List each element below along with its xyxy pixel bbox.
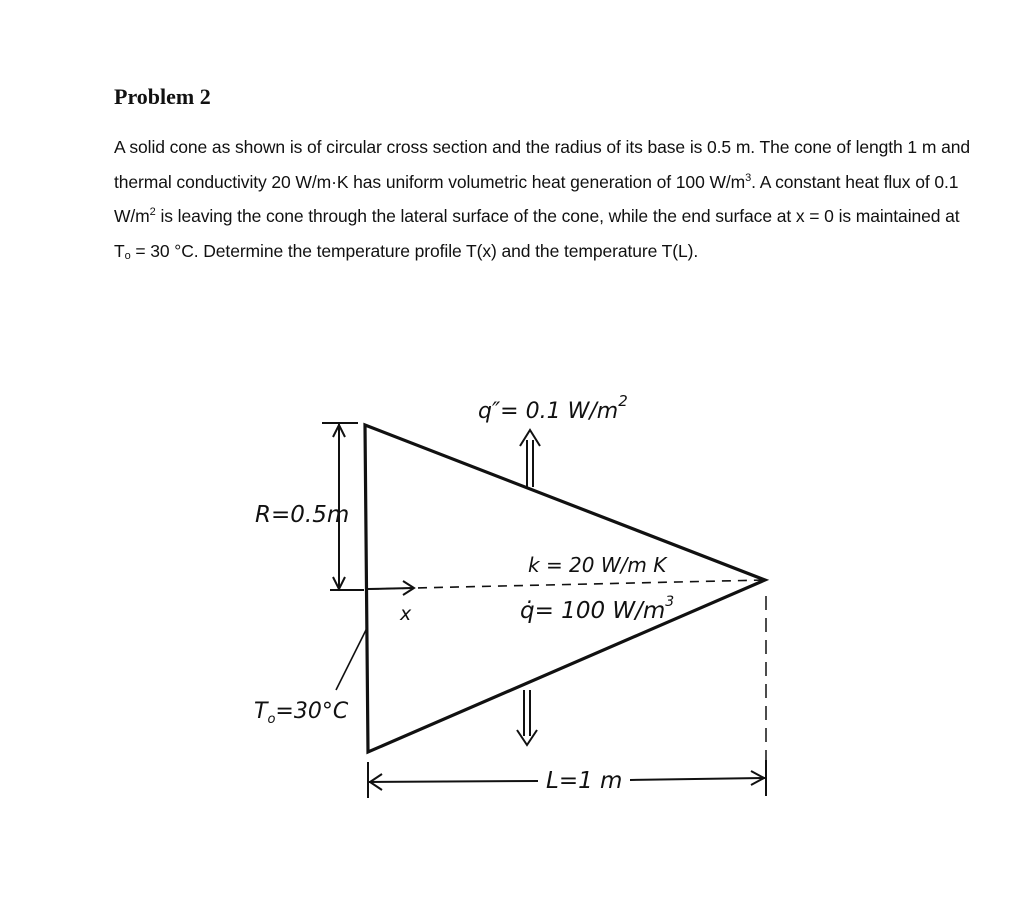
statement-part-4: = 30 °C. Determine the temperature profile T(x) and the temperature T(L). <box>130 240 699 261</box>
statement-part-1: A solid cone as shown is of circular cross section and the radius of its base is 0.5 m. The cone of length 1 m and thermal conductivity 20 W/m·K has uniform volumetric heat generation of 100 W/m <box>114 137 970 192</box>
x-axis-label: x <box>400 603 412 625</box>
length-label: L=1 m <box>546 768 623 794</box>
heat-flux-exponent: 2 <box>618 392 628 410</box>
heat-flux-arrow-up <box>520 430 540 487</box>
heat-flux-text: q″= 0.1 W/m <box>478 399 619 424</box>
temperature-leader-line <box>336 628 367 690</box>
statement-part-3: is leaving the cone through the lateral surface of the cone, while the end surface at x = 0 is maintained at T <box>114 206 960 261</box>
generation-exponent: 3 <box>665 594 675 610</box>
temperature-value: =30°C <box>275 699 349 724</box>
centerline <box>370 580 765 589</box>
problem-title: Problem 2 <box>114 84 211 109</box>
heat-flux-arrow-down <box>517 690 537 745</box>
temperature-subscript: o <box>267 712 276 727</box>
statement-part-2: . A constant heat flux of 0.1 W/m <box>114 171 959 226</box>
statement-sup-1: 3 <box>745 171 752 184</box>
generation-label <box>520 594 674 624</box>
statement-sub-1: o <box>124 249 131 262</box>
radius-label: R=0.5m <box>255 502 350 528</box>
statement-sup-2: 2 <box>149 206 156 218</box>
x-axis-arrow <box>368 581 414 595</box>
temperature-symbol: T <box>254 699 268 724</box>
generation-text: q̇= 100 W/m <box>520 598 666 624</box>
conductivity-label: k = 20 W/m K <box>528 553 667 577</box>
heat-flux-label <box>478 392 628 424</box>
temperature-label <box>254 699 349 727</box>
